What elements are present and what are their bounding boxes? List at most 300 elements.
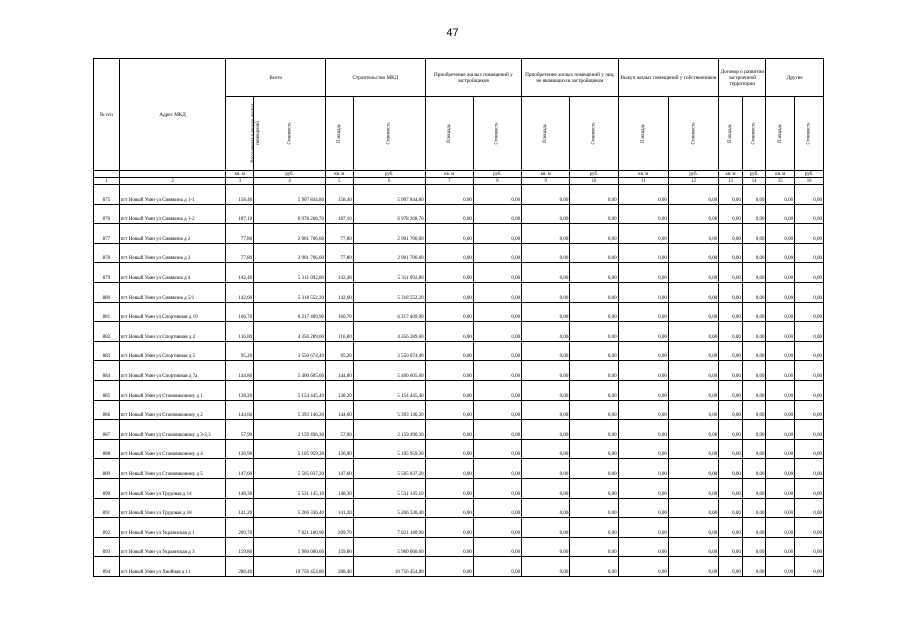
row-value: 0,00 (719, 361, 743, 381)
row-value: 0,00 (719, 204, 743, 224)
row-value: 0,00 (522, 518, 570, 538)
row-value: 116,80 (226, 322, 254, 342)
row-value: 0,00 (425, 185, 473, 205)
row-value: 0,00 (766, 224, 795, 244)
row-value: 0,00 (668, 302, 718, 322)
column-number: 10 (570, 178, 618, 185)
row-value: 158,40 (226, 185, 254, 205)
row-value: 0,00 (742, 537, 766, 557)
column-number: 1 (94, 178, 120, 185)
row-value: 5 907 844,80 (254, 185, 326, 205)
subheader-cost: Стоимость (353, 97, 425, 171)
table-row (94, 341, 824, 361)
unit-cell: кв. м (719, 171, 743, 178)
row-value: 2 901 706,60 (254, 224, 326, 244)
row-value: 187,10 (226, 204, 254, 224)
column-number: 7 (425, 178, 473, 185)
row-value: 144,80 (326, 361, 354, 381)
header-development: Договор о развитии застроенной территории (719, 59, 766, 97)
row-value: 0,00 (522, 263, 570, 283)
row-value: 0,00 (570, 439, 618, 459)
row-value: 0,00 (425, 518, 473, 538)
unit-cell: руб. (473, 171, 521, 178)
subheader-relocated-area: Расселяемая площадь жилых помещений (226, 97, 254, 171)
row-value: 0,00 (522, 459, 570, 479)
row-value: 0,00 (570, 498, 618, 518)
unit-cell: кв. м (326, 171, 354, 178)
row-value: 0,00 (522, 380, 570, 400)
row-value: 0,00 (795, 263, 824, 283)
row-value: 0,00 (618, 302, 668, 322)
subheader-cost: Стоимость (742, 97, 766, 171)
row-value: 0,00 (473, 341, 521, 361)
row-value: 0,00 (719, 243, 743, 263)
row-value: 0,00 (795, 478, 824, 498)
row-value: 138,20 (326, 380, 354, 400)
row-value: 0,00 (766, 185, 795, 205)
row-value: 0,00 (795, 322, 824, 342)
row-value: 0,00 (795, 224, 824, 244)
row-value: 0,00 (618, 263, 668, 283)
row-value: 0,00 (522, 361, 570, 381)
subheader-cost: Стоимость (668, 97, 718, 171)
row-value: 57,90 (326, 420, 354, 440)
row-value: 5 531 145,10 (353, 478, 425, 498)
row-value: 0,00 (618, 537, 668, 557)
table-row (94, 185, 824, 205)
row-number: 878 (94, 243, 120, 263)
row-value: 288,40 (326, 557, 354, 577)
row-value: 136,90 (226, 439, 254, 459)
row-number: 882 (94, 322, 120, 342)
row-value: 0,00 (766, 439, 795, 459)
table-row (94, 243, 824, 263)
row-value: 77,80 (226, 224, 254, 244)
row-address: пгт Новый Уоян ул Сиявкина д 5/1 (119, 282, 226, 302)
row-value: 95,20 (226, 341, 254, 361)
row-value: 0,00 (766, 263, 795, 283)
row-value: 0,00 (668, 341, 718, 361)
row-value: 0,00 (742, 557, 766, 577)
row-value: 0,00 (668, 322, 718, 342)
row-value: 0,00 (618, 498, 668, 518)
row-value: 0,00 (719, 420, 743, 440)
row-value: 0,00 (618, 341, 668, 361)
row-value: 77,80 (226, 243, 254, 263)
table-row (94, 224, 824, 244)
row-value: 5 400 605,60 (353, 361, 425, 381)
unit-cell: кв. м (766, 171, 795, 178)
row-number: 877 (94, 224, 120, 244)
row-value: 0,00 (425, 557, 473, 577)
column-number: 8 (473, 178, 521, 185)
column-number: 16 (795, 178, 824, 185)
row-value: 10 756 454,80 (353, 557, 425, 577)
table-row (94, 380, 824, 400)
row-address: пгт Новый Уоян ул Украинская д 3 (119, 537, 226, 557)
row-value: 0,00 (795, 537, 824, 557)
row-value: 0,00 (522, 498, 570, 518)
row-value: 5 311 092,80 (254, 263, 326, 283)
row-value: 0,00 (618, 439, 668, 459)
row-value: 6 978 268,70 (254, 204, 326, 224)
row-value: 142,60 (226, 282, 254, 302)
row-value: 0,00 (473, 537, 521, 557)
row-address: пгт Новый Уоян ул Становиковому д 4 (119, 439, 226, 459)
row-address: пгт Новый Уоян ул Становиковому д 1 (119, 380, 226, 400)
row-address: пгт Новый Уоян ул Спортивная д 7а (119, 361, 226, 381)
row-value: 0,00 (668, 557, 718, 577)
header-construction: Строительство МКД (326, 59, 426, 97)
row-value: 0,00 (522, 282, 570, 302)
subheader-area: Площадь (425, 97, 473, 171)
row-value: 144,60 (326, 400, 354, 420)
row-value: 10 756 454,80 (254, 557, 326, 577)
header-acq-builders: Приобретение жилых помещений у застройщиков (425, 59, 522, 97)
row-value: 166,70 (326, 302, 354, 322)
relocation-table (93, 58, 824, 577)
row-value: 0,00 (719, 459, 743, 479)
row-value: 0,00 (766, 322, 795, 342)
row-value: 0,00 (570, 224, 618, 244)
row-value: 5 960 060,60 (353, 537, 425, 557)
row-address: пгт Новый Уоян ул Спортивная д 2 (119, 322, 226, 342)
row-value: 95,20 (326, 341, 354, 361)
row-address: пгт Новый Уоян ул Сиявкина д 1-1 (119, 185, 226, 205)
row-value: 0,00 (618, 380, 668, 400)
row-value: 0,00 (473, 185, 521, 205)
row-value: 0,00 (766, 420, 795, 440)
row-value: 0,00 (742, 185, 766, 205)
row-value: 0,00 (766, 459, 795, 479)
row-value: 0,00 (425, 263, 473, 283)
row-value: 0,00 (766, 400, 795, 420)
row-value: 0,00 (766, 243, 795, 263)
row-value: 0,00 (473, 518, 521, 538)
row-value: 166,70 (226, 302, 254, 322)
table-row (94, 537, 824, 557)
header-total: Всего (226, 59, 326, 97)
row-value: 148,30 (326, 478, 354, 498)
row-value: 0,00 (766, 478, 795, 498)
row-value: 0,00 (668, 185, 718, 205)
row-value: 0,00 (425, 302, 473, 322)
row-value: 0,00 (766, 282, 795, 302)
row-value: 144,60 (226, 400, 254, 420)
row-address: пгт Новый Уоян ул Хвойная д 11 (119, 557, 226, 577)
row-value: 0,00 (742, 518, 766, 538)
row-value: 0,00 (473, 439, 521, 459)
unit-cell: кв. м (522, 171, 570, 178)
row-value: 0,00 (425, 537, 473, 557)
row-number: 885 (94, 380, 120, 400)
row-value: 0,00 (668, 224, 718, 244)
row-value: 0,00 (742, 361, 766, 381)
row-number: 886 (94, 400, 120, 420)
row-value: 5 266 336,40 (353, 498, 425, 518)
row-value: 0,00 (766, 557, 795, 577)
table-row (94, 204, 824, 224)
column-number: 13 (719, 178, 743, 185)
row-value: 0,00 (522, 557, 570, 577)
row-value: 0,00 (618, 282, 668, 302)
row-number: 881 (94, 302, 120, 322)
row-value: 0,00 (570, 420, 618, 440)
row-value: 0,00 (618, 478, 668, 498)
row-value: 5 154 445,40 (254, 380, 326, 400)
row-value: 141,20 (326, 498, 354, 518)
table-row (94, 322, 824, 342)
row-value: 2 901 706,60 (254, 243, 326, 263)
row-value: 0,00 (766, 537, 795, 557)
row-value: 147,60 (226, 459, 254, 479)
row-value: 0,00 (473, 282, 521, 302)
row-value: 6 978 268,70 (353, 204, 425, 224)
row-value: 0,00 (742, 478, 766, 498)
row-address: пгт Новый Уоян ул Трудовая д 18 (119, 498, 226, 518)
table-row (94, 557, 824, 577)
row-value: 0,00 (795, 302, 824, 322)
row-value: 0,00 (570, 478, 618, 498)
row-value: 0,00 (522, 204, 570, 224)
row-address: пгт Новый Уоян ул Трудовая д 14 (119, 478, 226, 498)
row-value: 0,00 (522, 400, 570, 420)
row-value: 6 217 409,90 (254, 302, 326, 322)
row-value: 0,00 (795, 557, 824, 577)
row-value: 0,00 (795, 341, 824, 361)
row-value: 0,00 (719, 322, 743, 342)
row-number: 892 (94, 518, 120, 538)
row-value: 0,00 (719, 400, 743, 420)
row-value: 0,00 (742, 204, 766, 224)
column-number: 5 (326, 178, 354, 185)
row-address: пгт Новый Уоян ул Спортивная д 19 (119, 302, 226, 322)
row-value: 159,80 (326, 537, 354, 557)
row-value: 5 393 146,20 (353, 400, 425, 420)
row-address: пгт Новый Уоян ул Сиявкина д 4 (119, 263, 226, 283)
row-value: 5 531 145,10 (254, 478, 326, 498)
unit-cell: руб. (254, 171, 326, 178)
row-value: 159,80 (226, 537, 254, 557)
unit-cell: руб. (742, 171, 766, 178)
row-number: 891 (94, 498, 120, 518)
row-value: 0,00 (742, 459, 766, 479)
column-number: 6 (353, 178, 425, 185)
row-value: 0,00 (795, 498, 824, 518)
row-value: 116,80 (326, 322, 354, 342)
row-number: 890 (94, 478, 120, 498)
row-value: 0,00 (668, 420, 718, 440)
row-value: 0,00 (522, 224, 570, 244)
subheader-cost: Стоимость (254, 97, 326, 171)
table-row (94, 439, 824, 459)
row-value: 142,40 (326, 263, 354, 283)
row-value: 77,80 (326, 243, 354, 263)
row-value: 0,00 (473, 459, 521, 479)
row-value: 5 266 336,40 (254, 498, 326, 518)
row-value: 0,00 (766, 204, 795, 224)
table-row (94, 420, 824, 440)
row-value: 0,00 (742, 243, 766, 263)
row-value: 4 356 289,60 (254, 322, 326, 342)
row-value: 0,00 (473, 380, 521, 400)
row-value: 0,00 (668, 439, 718, 459)
row-value: 0,00 (473, 322, 521, 342)
row-value: 0,00 (795, 243, 824, 263)
row-value: 0,00 (425, 361, 473, 381)
row-value: 0,00 (668, 263, 718, 283)
unit-cell: кв. м (618, 171, 668, 178)
row-value: 5 318 552,20 (353, 282, 425, 302)
row-value: 0,00 (425, 420, 473, 440)
row-value: 0,00 (742, 420, 766, 440)
row-value: 0,00 (719, 498, 743, 518)
table-row (94, 400, 824, 420)
row-value: 0,00 (719, 341, 743, 361)
row-value: 5 105 959,30 (353, 439, 425, 459)
row-value: 0,00 (618, 420, 668, 440)
subheader-cost: Стоимость (795, 97, 824, 171)
row-value: 0,00 (570, 459, 618, 479)
table-row (94, 459, 824, 479)
row-value: 0,00 (570, 557, 618, 577)
row-value: 5 505 037,20 (353, 459, 425, 479)
row-value: 5 154 445,40 (353, 380, 425, 400)
row-value: 0,00 (742, 224, 766, 244)
row-number: 893 (94, 537, 120, 557)
row-value: 0,00 (766, 361, 795, 381)
row-value: 0,00 (795, 380, 824, 400)
row-value: 0,00 (522, 420, 570, 440)
row-value: 0,00 (795, 361, 824, 381)
row-value: 0,00 (425, 204, 473, 224)
row-number: 879 (94, 263, 120, 283)
row-value: 148,30 (226, 478, 254, 498)
row-value: 0,00 (766, 518, 795, 538)
row-value: 0,00 (425, 380, 473, 400)
table-row (94, 282, 824, 302)
row-value: 0,00 (570, 302, 618, 322)
row-value: 0,00 (473, 400, 521, 420)
row-number: 883 (94, 341, 120, 361)
row-value: 2 159 496,30 (254, 420, 326, 440)
column-number: 3 (226, 178, 254, 185)
row-value: 0,00 (473, 420, 521, 440)
row-value: 0,00 (425, 459, 473, 479)
row-value: 0,00 (473, 263, 521, 283)
unit-cell (94, 171, 120, 178)
subheader-area: Площадь (522, 97, 570, 171)
row-value: 0,00 (570, 380, 618, 400)
row-value: 0,00 (473, 302, 521, 322)
row-value: 5 960 060,60 (254, 537, 326, 557)
row-value: 0,00 (668, 282, 718, 302)
row-value: 0,00 (742, 341, 766, 361)
row-value: 0,00 (522, 302, 570, 322)
row-value: 147,60 (326, 459, 354, 479)
row-value: 0,00 (795, 459, 824, 479)
row-value: 6 217 409,90 (353, 302, 425, 322)
row-value: 0,00 (570, 341, 618, 361)
column-number: 12 (668, 178, 718, 185)
row-value: 0,00 (766, 302, 795, 322)
unit-cell: руб. (570, 171, 618, 178)
header-other: Другие (766, 59, 824, 97)
row-value: 0,00 (425, 498, 473, 518)
row-value: 0,00 (668, 518, 718, 538)
column-number: 2 (119, 178, 226, 185)
column-number: 14 (742, 178, 766, 185)
row-value: 2 159 496,30 (353, 420, 425, 440)
row-value: 0,00 (795, 420, 824, 440)
row-value: 0,00 (795, 518, 824, 538)
row-value: 209,70 (326, 518, 354, 538)
row-value: 0,00 (522, 322, 570, 342)
row-value: 144,80 (226, 361, 254, 381)
row-value: 0,00 (473, 478, 521, 498)
row-value: 0,00 (425, 478, 473, 498)
row-value: 0,00 (719, 224, 743, 244)
unit-cell: руб. (668, 171, 718, 178)
row-value: 0,00 (425, 243, 473, 263)
row-value: 0,00 (473, 224, 521, 244)
row-value: 141,20 (226, 498, 254, 518)
row-value: 0,00 (719, 439, 743, 459)
row-number: 875 (94, 185, 120, 205)
row-value: 5 393 146,20 (254, 400, 326, 420)
row-number: 894 (94, 557, 120, 577)
row-value: 0,00 (668, 204, 718, 224)
header-address: Адрес МКД (119, 59, 226, 171)
row-value: 0,00 (522, 478, 570, 498)
row-value: 0,00 (570, 185, 618, 205)
row-value: 0,00 (618, 185, 668, 205)
row-value: 0,00 (473, 204, 521, 224)
unit-cell: кв. м (226, 171, 254, 178)
row-value: 138,20 (226, 380, 254, 400)
row-value: 136,90 (326, 439, 354, 459)
row-value: 0,00 (668, 400, 718, 420)
row-value: 0,00 (719, 302, 743, 322)
subheader-area: Площадь (326, 97, 354, 171)
header-acq-non-builders: Приобретение жилых помещений у лиц, не являющихся застройщиком (522, 59, 619, 97)
row-value: 3 550 674,40 (254, 341, 326, 361)
table-row (94, 478, 824, 498)
unit-cell: руб. (795, 171, 824, 178)
row-number: 880 (94, 282, 120, 302)
row-value: 0,00 (618, 204, 668, 224)
row-number: 884 (94, 361, 120, 381)
row-value: 5 907 844,80 (353, 185, 425, 205)
row-value: 0,00 (719, 263, 743, 283)
row-value: 0,00 (618, 322, 668, 342)
row-value: 0,00 (668, 380, 718, 400)
row-address: пгт Новый Уоян ул Сиявкина д 2 (119, 224, 226, 244)
row-value: 0,00 (719, 185, 743, 205)
unit-cell: кв. м (425, 171, 473, 178)
row-address: пгт Новый Уоян ул Украинская д 1 (119, 518, 226, 538)
row-value: 5 105 959,30 (254, 439, 326, 459)
table-row (94, 518, 824, 538)
row-value: 0,00 (742, 439, 766, 459)
row-value: 0,00 (795, 204, 824, 224)
row-value: 0,00 (719, 537, 743, 557)
row-address: пгт Новый Уоян ул Сиявкина д 3 (119, 243, 226, 263)
row-value: 0,00 (795, 400, 824, 420)
row-value: 0,00 (742, 498, 766, 518)
subheader-area: Площадь (719, 97, 743, 171)
row-value: 142,60 (326, 282, 354, 302)
